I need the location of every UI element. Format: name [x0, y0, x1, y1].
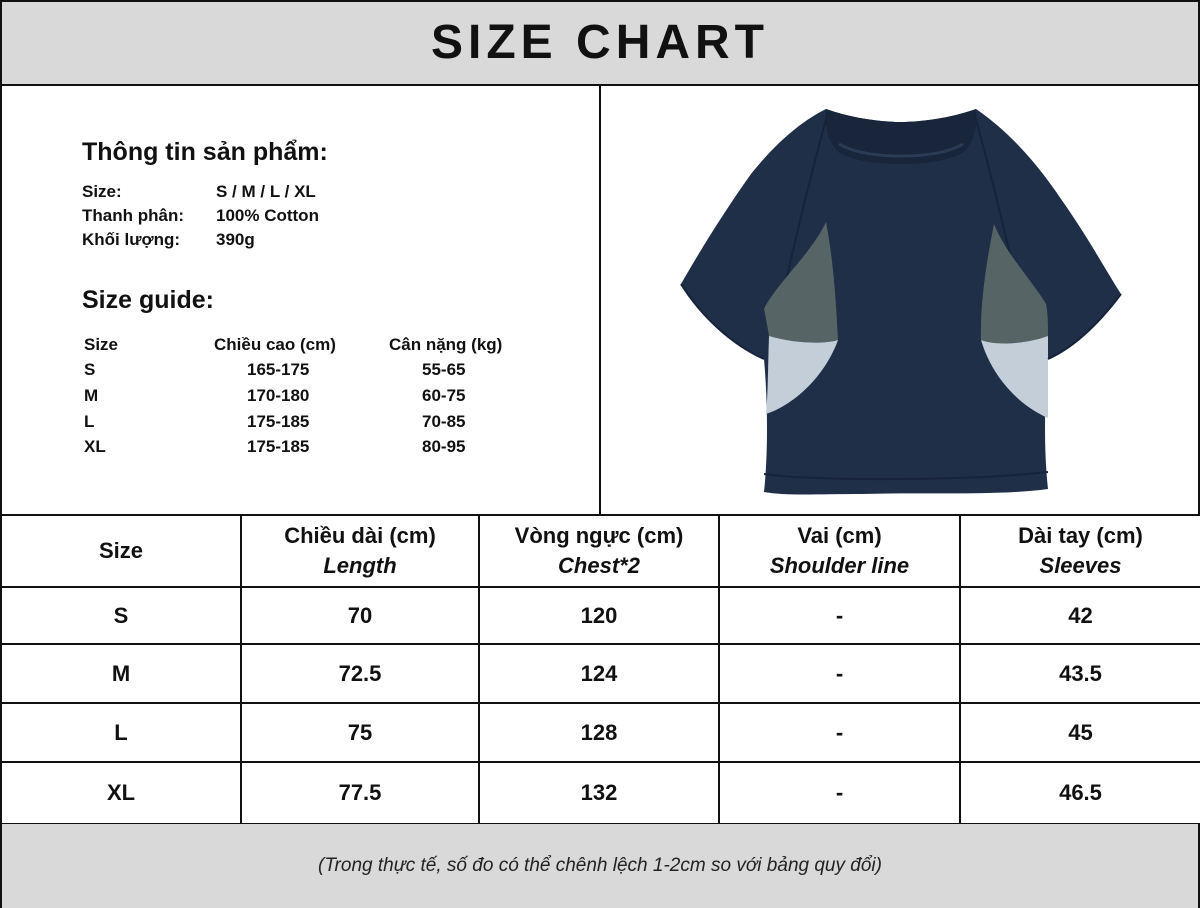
size-guide-size: M	[84, 386, 99, 405]
col-header-label: Chiều dài (cm)	[284, 523, 436, 549]
col-header-sub: Length	[323, 553, 397, 578]
col-header-label: Vòng ngực (cm)	[514, 523, 684, 549]
product-photo-panel	[601, 86, 1200, 514]
size-guide-row	[82, 412, 542, 436]
page-title: SIZE CHART	[431, 16, 769, 69]
size-guide-height: 165-175	[247, 360, 310, 379]
tshirt-icon	[676, 104, 1126, 496]
cell-sleeves: 42	[960, 587, 1200, 644]
size-guide-row	[82, 386, 542, 410]
spec-row-size	[82, 182, 316, 202]
size-guide-height: 175-185	[247, 437, 310, 456]
cell-length: 70	[241, 587, 479, 644]
cell-shoulder: -	[719, 587, 960, 644]
product-info-title: Thông tin sản phẩm:	[82, 138, 328, 166]
size-guide-title: Size guide:	[82, 286, 214, 314]
spec-row-material	[82, 206, 319, 226]
spec-value: 100% Cotton	[216, 206, 319, 225]
col-header-length	[241, 515, 479, 587]
product-info-panel	[0, 86, 601, 514]
col-header-chest	[479, 515, 719, 587]
cell-shoulder: -	[719, 762, 960, 824]
cell-shoulder: -	[719, 703, 960, 762]
cell-size: M	[1, 644, 241, 703]
cell-size: S	[1, 587, 241, 644]
size-guide-size: L	[84, 412, 95, 431]
cell-sleeves: 43.5	[960, 644, 1200, 703]
cell-length: 75	[241, 703, 479, 762]
table-row	[1, 703, 1200, 762]
size-guide-size: S	[84, 360, 96, 379]
spec-value: 390g	[216, 230, 255, 249]
table-row	[1, 644, 1200, 703]
header-banner	[0, 0, 1200, 86]
spec-label: Size:	[82, 182, 122, 201]
size-guide-weight: 55-65	[422, 360, 466, 379]
col-header-sleeves	[960, 515, 1200, 587]
table-row	[1, 587, 1200, 644]
cell-shoulder: -	[719, 644, 960, 703]
cell-chest: 124	[479, 644, 719, 703]
size-guide-col-size: Size	[84, 335, 119, 354]
size-guide-col-weight: Cân nặng (kg)	[389, 335, 503, 354]
col-header-label: Vai (cm)	[797, 523, 882, 549]
cell-sleeves: 45	[960, 703, 1200, 762]
spec-label: Thanh phân:	[82, 206, 184, 225]
col-header-size	[1, 515, 241, 587]
cell-length: 77.5	[241, 762, 479, 824]
size-guide-weight: 80-95	[422, 437, 466, 456]
size-guide-height: 175-185	[247, 412, 310, 431]
col-header-shoulder	[719, 515, 960, 587]
footer-note-bar	[0, 824, 1200, 908]
cell-sleeves: 46.5	[960, 762, 1200, 824]
size-guide-weight: 70-85	[422, 412, 466, 431]
footer-note: (Trong thực tế, số đo có thể chênh lệch 1-2cm so với bảng quy đổi)	[318, 855, 882, 876]
cell-chest: 128	[479, 703, 719, 762]
cell-size: L	[1, 703, 241, 762]
size-guide-size: XL	[84, 437, 106, 456]
col-header-label: Size	[98, 538, 144, 564]
cell-chest: 132	[479, 762, 719, 824]
cell-length: 72.5	[241, 644, 479, 703]
size-guide-col-height: Chiều cao (cm)	[214, 335, 336, 354]
spec-label: Khối lượng:	[82, 230, 181, 249]
size-guide-row	[82, 360, 542, 384]
size-guide-row	[82, 437, 542, 461]
size-guide-height: 170-180	[247, 386, 310, 405]
spec-row-weight	[82, 230, 255, 250]
col-header-sub: Sleeves	[1039, 553, 1122, 578]
cell-size: XL	[1, 762, 241, 824]
size-guide-header	[82, 335, 542, 359]
col-header-label: Dài tay (cm)	[1018, 523, 1143, 549]
cell-chest: 120	[479, 587, 719, 644]
col-header-sub: Chest*2	[558, 553, 640, 578]
size-guide-weight: 60-75	[422, 386, 466, 405]
table-row	[1, 762, 1200, 824]
size-table	[0, 514, 1200, 825]
spec-value: S / M / L / XL	[216, 182, 316, 201]
col-header-sub: Shoulder line	[769, 553, 910, 578]
size-table-header-row	[1, 515, 1200, 587]
